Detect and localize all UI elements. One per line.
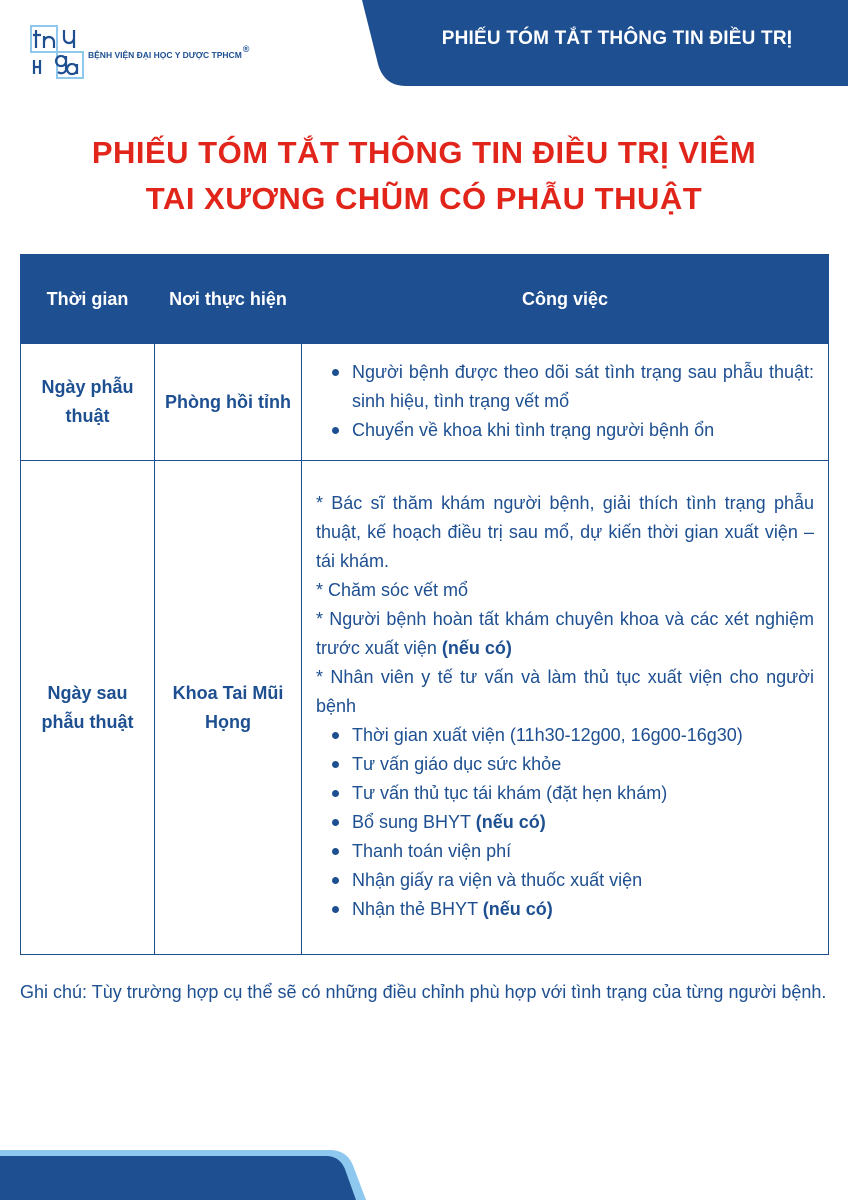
table-row [21, 461, 829, 955]
footer-band [0, 1140, 848, 1200]
optional-label: (nếu có) [475, 812, 546, 832]
footnote: Ghi chú: Tùy trường hợp cụ thể sẽ có những điều chỉnh phù hợp với tình trạng của từng người bệnh. [20, 982, 827, 1002]
optional-label: (nếu có) [441, 638, 512, 658]
list-item [316, 808, 814, 837]
header-time: Thời gian [21, 255, 155, 344]
list-item: Người bệnh được theo dõi sát tình trạng sau phẫu thuật: sinh hiệu, tình trạng vết mổ [316, 358, 814, 416]
work-paragraph-text: * Người bệnh hoàn tất khám chuyên khoa và các xét nghiệm trước xuất viện [316, 609, 814, 658]
row-place: Khoa Tai Mũi Họng [155, 461, 302, 955]
list-item: Thanh toán viện phí [316, 837, 814, 866]
work-paragraph [316, 605, 814, 663]
registered-mark: ® [242, 44, 250, 54]
document-title [20, 130, 828, 222]
list-item: Nhận giấy ra viện và thuốc xuất viện [316, 866, 814, 895]
discharge-list [316, 721, 814, 924]
list-item [316, 895, 814, 924]
header-title: PHIẾU TÓM TẮT THÔNG TIN ĐIỀU TRỊ [441, 28, 793, 49]
hospital-name: BỆNH VIỆN ĐẠI HỌC Y DƯỢC TPHCM® [88, 44, 250, 60]
list-item: Tư vấn giáo dục sức khỏe [316, 750, 814, 779]
list-item: Tư vấn thủ tục tái khám (đặt hẹn khám) [316, 779, 814, 808]
list-item: Thời gian xuất viện (11h30-12g00, 16g00-16g30) [316, 721, 814, 750]
list-item: Chuyển về khoa khi tình trạng người bệnh ổn [316, 416, 814, 445]
table-row [21, 344, 829, 461]
treatment-table [20, 254, 829, 955]
document-title-line-2: TAI XƯƠNG CHŨM CÓ PHẪU THUẬT [145, 181, 703, 216]
row-time: Ngày phẫu thuật [21, 344, 155, 461]
work-paragraph: * Nhân viên y tế tư vấn và làm thủ tục xuất viện cho người bệnh [316, 667, 814, 716]
header-work: Công việc [302, 255, 829, 344]
row-work [302, 461, 829, 955]
hospital-logo [30, 24, 249, 80]
work-paragraph: * Chăm sóc vết mổ [316, 580, 469, 600]
table-header-row [21, 255, 829, 344]
row-work [302, 344, 829, 461]
work-list [316, 358, 814, 445]
row-place: Phòng hồi tỉnh [155, 344, 302, 461]
list-item-text: Nhận thẻ BHYT [352, 899, 478, 919]
work-paragraph: * Bác sĩ thăm khám người bệnh, giải thích tình trạng phẫu thuật, kế hoạch điều trị sau mổ, dự kiến thời gian xuất viện – tái khám. [316, 493, 814, 571]
optional-label: (nếu có) [482, 899, 553, 919]
document-title-line-1: PHIẾU TÓM TẮT THÔNG TIN ĐIỀU TRỊ VIÊM [91, 135, 757, 170]
header-place: Nơi thực hiện [155, 255, 302, 344]
list-item-text: Bổ sung BHYT [352, 812, 471, 832]
hospital-logo-icon [30, 24, 86, 80]
row-time: Ngày sau phẫu thuật [21, 461, 155, 955]
